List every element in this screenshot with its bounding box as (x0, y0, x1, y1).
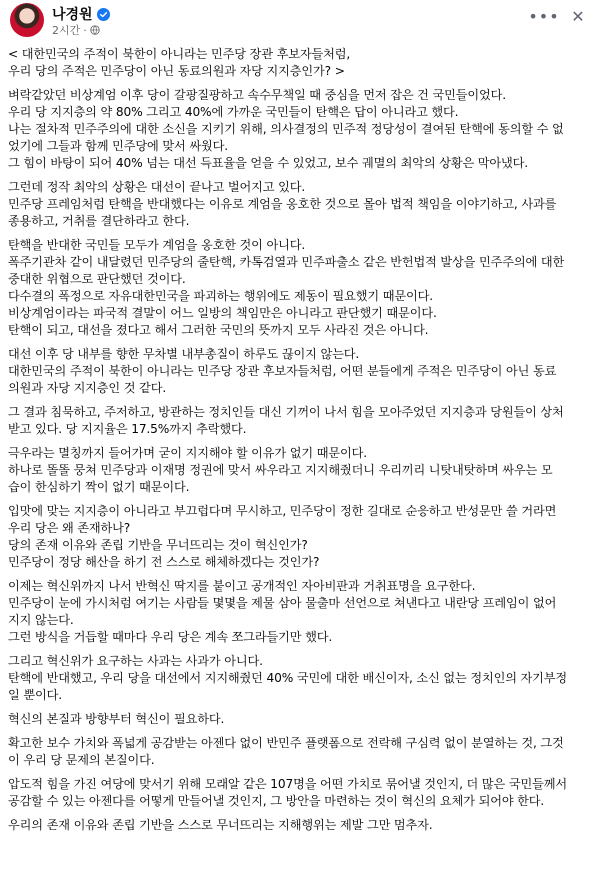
post-text-line: 그 결과 침묵하고, 주저하고, 방관하는 정치인들 대신 기꺼이 나서 힘을 모아주었던 지지층과 당원들이 상처 (8, 405, 564, 419)
post-time[interactable]: 2시간 (52, 24, 81, 37)
post-paragraph (8, 179, 590, 230)
post-text-line: 압도적 힘을 가진 여당에 맞서기 위해 모래알 같은 107명을 어떤 가치로 묶어낼 것인지, 더 많은 국민들께서 (8, 777, 567, 791)
post-paragraph (8, 503, 590, 571)
close-icon[interactable]: ✕ (571, 6, 585, 26)
post-meta (52, 22, 100, 38)
post-paragraph (8, 817, 590, 834)
post-header (0, 0, 600, 40)
post-text-line: 입맛에 맞는 지지층이 아니라고 부끄럽다며 무시하고, 민주당이 정한 길대로 순응하고 반성문만 쓸 거라면 (8, 504, 557, 518)
post-text-line: 탄핵에 반대했고, 우리 당을 대선에서 지지해줬던 40% 국민에 대한 배신이자, 소신 없는 정치인의 자기부정 (8, 671, 568, 685)
post-paragraph (8, 346, 590, 397)
post-text-line: 대선 이후 당 내부를 향한 무차별 내부총질이 하루도 끊이지 않는다. (8, 347, 360, 361)
post-text-line: 지지 않는다. (8, 613, 74, 627)
post-text-line: 극우라는 멸칭까지 들어가며 굳이 지지해야 할 이유가 없기 때문이다. (8, 446, 367, 460)
post-text-line: 공감할 수 있는 아젠다를 어떻게 만들어낼 것인지, 그 방안을 마련하는 것이 혁신의 요체가 되어야 한다. (8, 794, 545, 808)
post-text-line: 혁신의 본질과 방향부터 혁신이 필요하다. (8, 712, 225, 726)
post-text-line: 일 뿐이다. (8, 688, 62, 702)
post-paragraph (8, 578, 590, 646)
post-paragraph (8, 87, 590, 172)
post-text-line: 당의 존재 이유와 존립 기반을 무너뜨리는 것이 혁신인가? (8, 538, 308, 552)
post-text-line: 비상계엄이라는 파국적 결말이 어느 일방의 책임만은 아니라고 판단했기 때문이다. (8, 306, 437, 320)
post-text-line: 이제는 혁신위까지 나서 반혁신 딱지를 붙이고 공개적인 자아비판과 거취표명을 요구한다. (8, 579, 476, 593)
post-text-line: 었기에 그들과 함께 민주당에 맞서 싸웠다. (8, 139, 228, 153)
post-text-line: 다수결의 폭정으로 자유대한민국을 파괴하는 행위에도 제동이 필요했기 때문이다. (8, 289, 433, 303)
post-text-line: 우리의 존재 이유와 존립 기반을 스스로 무너뜨리는 지해행위는 제발 그만 멈추자. (8, 818, 433, 832)
post-text (0, 40, 600, 834)
post-paragraph (8, 653, 590, 704)
post-text-line: 우리 당의 주적은 민주당이 아닌 동료의원과 자당 지지층인가? > (8, 64, 345, 78)
post-text-line: 그 힘이 바탕이 되어 40% 넘는 대선 득표율을 얻을 수 있었고, 보수 궤멸의 최악의 상황은 막아냈다. (8, 156, 529, 170)
post-text-line: 종용하고, 거취를 결단하라고 한다. (8, 214, 190, 228)
post-text-line: 의원과 자당 지지층인 것 같다. (8, 381, 167, 395)
post-text-line: 받고 있다. 당 지지율은 17.5%까지 추락했다. (8, 422, 247, 436)
post-text-line: 탄핵을 반대한 국민들 모두가 계엄을 옹호한 것이 아니다. (8, 238, 306, 252)
post-text-line: 탄핵이 되고, 대선을 졌다고 해서 그러한 국민의 뜻까지 모두 사라진 것은 아니다. (8, 323, 429, 337)
post-paragraph (8, 735, 590, 769)
post-text-line: 민주당 프레임처럼 탄핵을 반대했다는 이유로 계엄을 옹호한 것으로 몰아 법적 책임을 이야기하고, 사과를 (8, 197, 557, 211)
post-paragraph (8, 237, 590, 339)
post-text-line: 그리고 혁신위가 요구하는 사과는 사과가 아니다. (8, 654, 263, 668)
post-text-line: 그런데 정작 최악의 상황은 대선이 끝나고 벌어지고 있다. (8, 180, 306, 194)
post-paragraph (8, 404, 590, 438)
avatar[interactable] (10, 3, 44, 37)
post-paragraph (8, 776, 590, 810)
post-paragraph (8, 46, 590, 80)
author-name[interactable]: 나경원 (52, 7, 93, 23)
post-text-line: < 대한민국의 주적이 북한이 아니라는 민주당 장관 후보자들처럼, (8, 47, 351, 61)
post-text-line: 폭주기관차 같이 내달렸던 민주당의 줄탄핵, 카톡검열과 민주파출소 같은 반헌법적 발상을 민주주의에 대한 (8, 255, 565, 269)
post-paragraph (8, 711, 590, 728)
globe-icon (90, 25, 100, 35)
post-text-line: 이 우리 당 문제의 본질이다. (8, 753, 155, 767)
post-text-line: 우리 당은 왜 존재하나? (8, 521, 131, 535)
post-text-line: 확고한 보수 가치와 폭넓게 공감받는 아젠다 없이 반민주 플랫폼으로 전락해 구심력 없이 분열하는 것, 그것 (8, 736, 564, 750)
post-text-line: 민주당이 정당 해산을 하기 전 스스로 해체하겠다는 것인가? (8, 555, 320, 569)
post-text-line: 대한민국의 주적이 북한이 아니라는 민주당 장관 후보자들처럼, 어떤 분들에게 주적은 민주당이 아닌 동료 (8, 364, 557, 378)
author-row (52, 4, 110, 24)
post-paragraph (8, 445, 590, 496)
post-text-line: 민주당이 눈에 가시처럼 여기는 사람들 몇몇을 제물 삼아 물출마 선언으로 쳐낸다고 내란당 프레임이 없어 (8, 596, 557, 610)
post-text-line: 나는 절차적 민주주의에 대한 소신을 지키기 위해, 의사결정의 민주적 정당성이 결여된 탄핵에 동의할 수 없 (8, 122, 564, 136)
post-text-line: 우리 당 지지층의 약 80% 그리고 40%에 가까운 국민들이 탄핵은 답이 아니라고 했다. (8, 105, 459, 119)
verified-badge-icon (97, 8, 110, 21)
post-text-line: 하나로 똘똘 뭉쳐 민주당과 이재명 정권에 맞서 싸우라고 지지해줬더니 우리끼리 니탓내탓하며 싸우는 모 (8, 463, 553, 477)
post-text-line: 그런 방식을 거듭할 때마다 우리 당은 계속 쪼그라들기만 했다. (8, 630, 333, 644)
post-text-line: 중대한 위협으로 판단했던 것이다. (8, 272, 186, 286)
meta-separator: · (83, 23, 87, 37)
post-text-line: 벼락같았던 비상계엄 이후 당이 갈팡질팡하고 속수무책일 때 중심을 먼저 잡은 건 국민들이었다. (8, 88, 506, 102)
more-options-icon[interactable]: ••• (528, 6, 560, 26)
post-text-line: 습이 한심하기 짝이 없기 때문이다. (8, 480, 190, 494)
